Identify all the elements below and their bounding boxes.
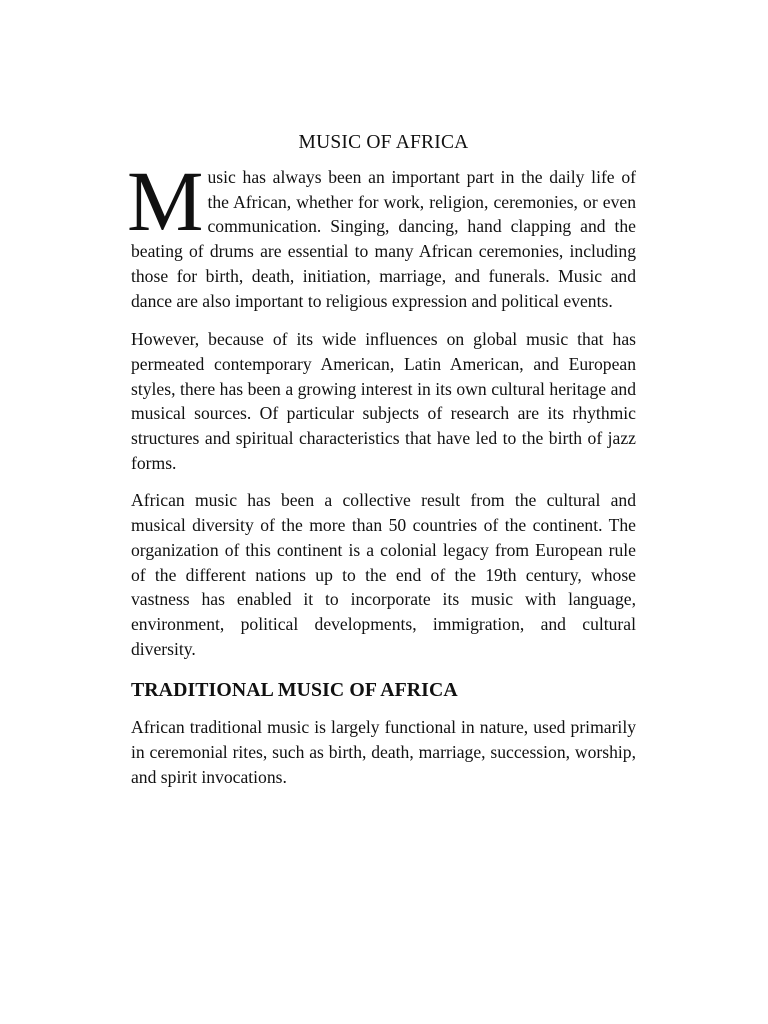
paragraph-diversity: African music has been a collective result from the cultural and musical diversity of the more than 50 countries of the continent. The organization of this continent is a colonial legacy from European rule of the different nations up to the end of the 19th century, whose vastness has enabled it to incorporate its music with language, environment, political developments, immigration, and cultural diversity. (131, 490, 636, 659)
section-heading: TRADITIONAL MUSIC OF AFRICA (131, 679, 458, 702)
paragraph-intro (127, 153, 636, 313)
document-title: MUSIC OF AFRICA (298, 132, 469, 153)
paragraph-intro-text: usic has always been an important part in the daily life of the African, whether for work, religion, ceremonies, or even communication. Singing, dancing, hand clapping and the beating of drums are essential to many African ceremonies, including those for birth, death, initiation, marriage, and funerals. Music and dance are also important to religious expression and political events. (131, 167, 636, 311)
drop-cap: M (127, 153, 204, 249)
paragraph-traditional: African traditional music is largely functional in nature, used primarily in ceremonial rites, such as birth, death, marriage, succession, worship, and spirit invocations. (131, 717, 636, 787)
document-page (127, 130, 636, 802)
paragraph-influences: However, because of its wide influences on global music that has permeated contemporary American, Latin American, and European styles, there has been a growing interest in its own cultural heritage and musical sources. Of particular subjects of research are its rhythmic structures and spiritual characteristics that have led to the birth of jazz forms. (131, 329, 636, 473)
